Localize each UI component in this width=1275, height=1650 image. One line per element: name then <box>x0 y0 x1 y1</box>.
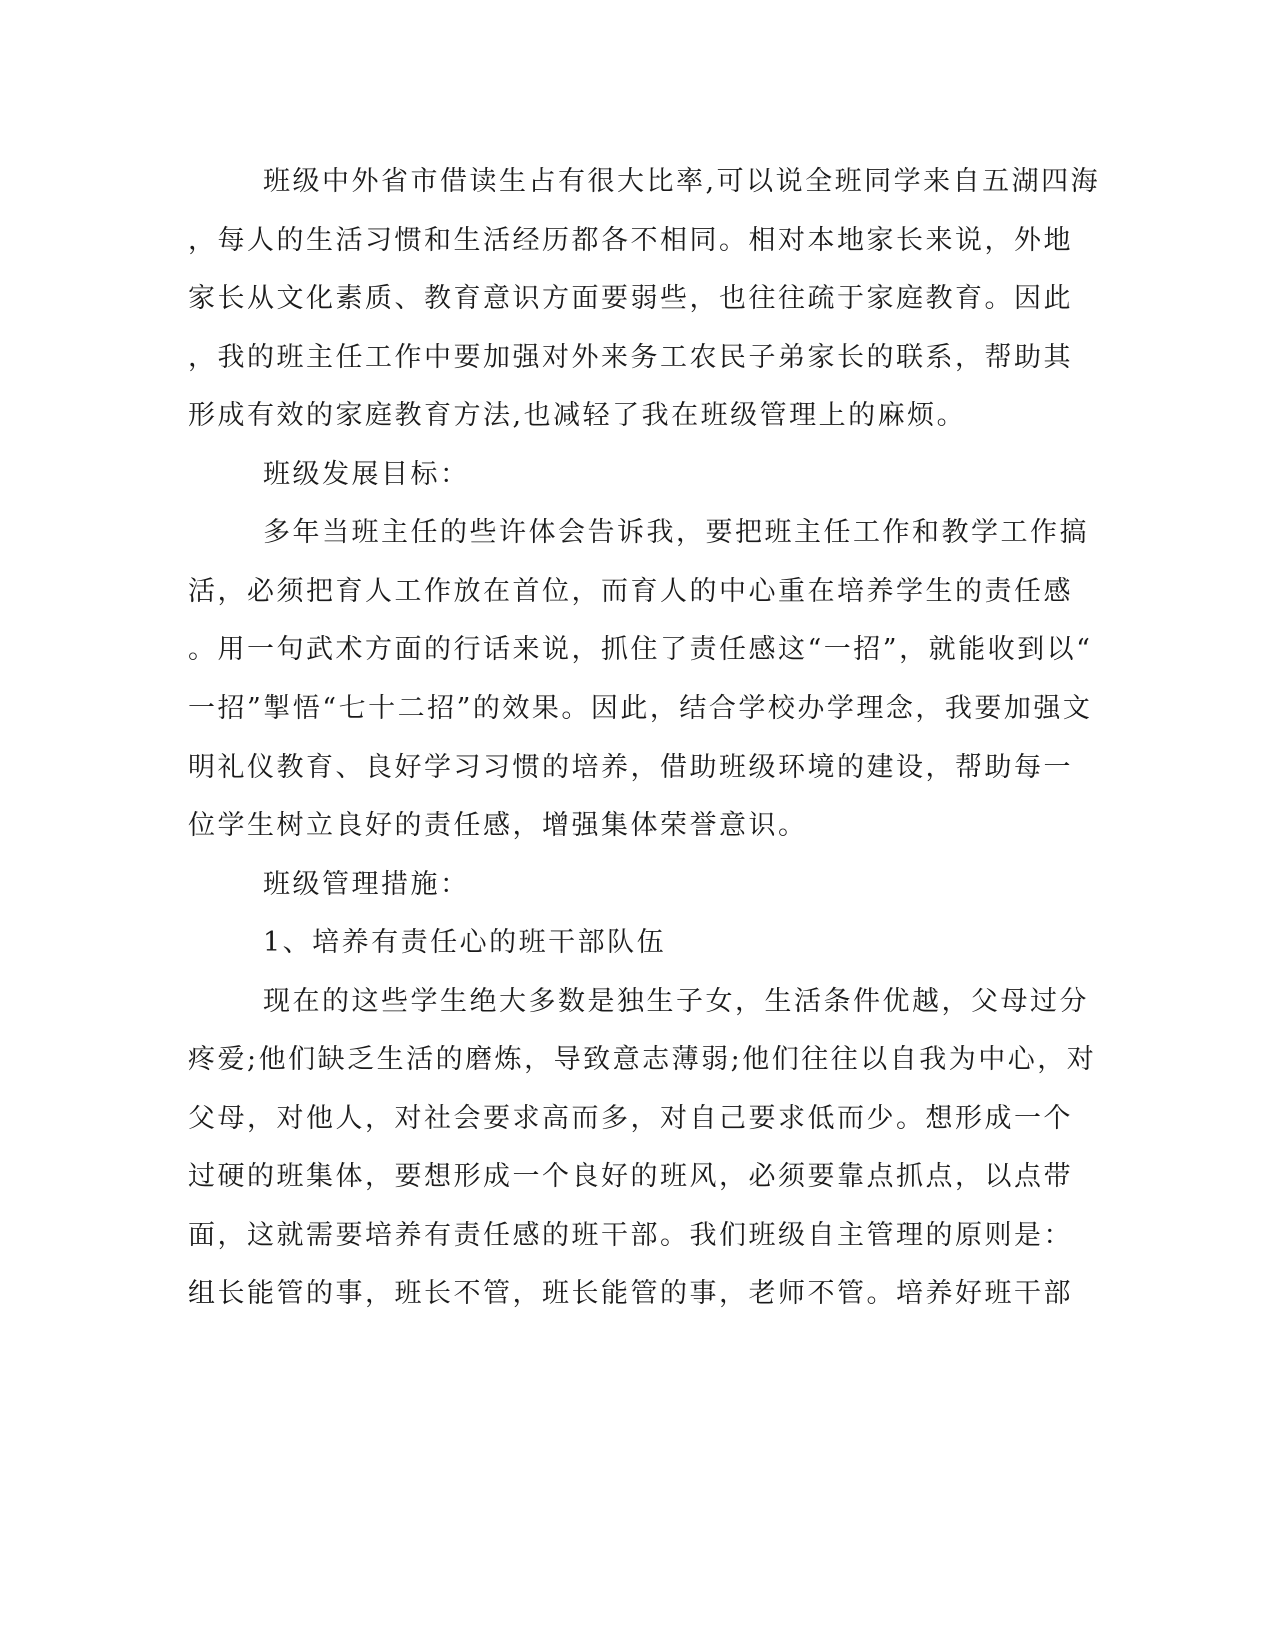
paragraph-line: 组长能管的事，班长不管，班长能管的事，老师不管。培养好班干部 <box>188 1278 1073 1309</box>
paragraph-line: 。用一句武术方面的行话来说，抓住了责任感这“一招”，就能收到以“ <box>188 634 1093 665</box>
paragraph-line: ，我的班主任工作中要加强对外来务工农民子弟家长的联系，帮助其 <box>188 342 1073 373</box>
paragraph-line: 现在的这些学生绝大多数是独生子女，生活条件优越，父母过分 <box>263 986 1089 1017</box>
paragraph-line: 班级中外省市借读生占有很大比率,可以说全班同学来自五湖四海 <box>263 166 1101 197</box>
paragraph-line: 过硬的班集体，要想形成一个良好的班风，必须要靠点抓点，以点带 <box>188 1161 1073 1192</box>
section-heading-measures: 班级管理措施： <box>263 869 470 900</box>
paragraph-line: 明礼仪教育、良好学习习惯的培养，借助班级环境的建设，帮助每一 <box>188 752 1073 783</box>
paragraph-line: 位学生树立良好的责任感，增强集体荣誉意识。 <box>188 810 808 841</box>
paragraph-line: 活，必须把育人工作放在首位，而育人的中心重在培养学生的责任感 <box>188 576 1073 607</box>
paragraph-line: 疼爱;他们缺乏生活的磨炼，导致意志薄弱;他们往往以自我为中心，对 <box>188 1044 1097 1075</box>
paragraph-line: 面，这就需要培养有责任感的班干部。我们班级自主管理的原则是： <box>188 1220 1073 1251</box>
paragraph-line: 形成有效的家庭教育方法,也减轻了我在班级管理上的麻烦。 <box>188 400 967 431</box>
paragraph-line: 家长从文化素质、教育意识方面要弱些，也往往疏于家庭教育。因此 <box>188 283 1073 314</box>
subsection-heading: 1、培养有责任心的班干部队伍 <box>263 927 667 958</box>
paragraph-line: 父母，对他人，对社会要求高而多，对自己要求低而少。想形成一个 <box>188 1103 1073 1134</box>
paragraph-line: ，每人的生活习惯和生活经历都各不相同。相对本地家长来说，外地 <box>188 225 1073 256</box>
paragraph-line: 一招”掣悟“七十二招”的效果。因此，结合学校办学理念，我要加强文 <box>188 693 1093 724</box>
paragraph-line: 多年当班主任的些许体会告诉我，要把班主任工作和教学工作搞 <box>263 517 1089 548</box>
section-heading-goals: 班级发展目标： <box>263 459 470 490</box>
